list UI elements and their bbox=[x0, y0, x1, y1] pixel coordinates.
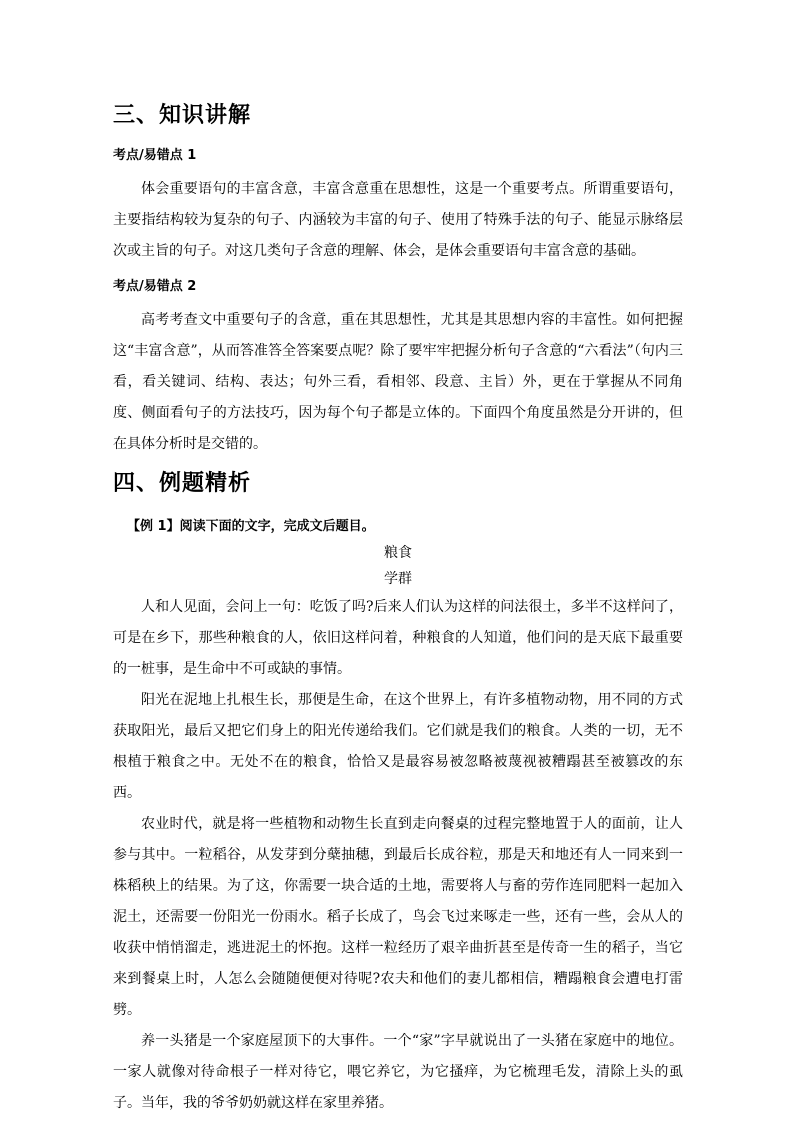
point-heading-1: 考点/易错点 1 bbox=[113, 148, 197, 163]
essay-paragraph-3: 农业时代，就是将一些植物和动物生长直到走向餐桌的过程完整地置于人的面前，让人参与其中。一粒稻谷，从发芽到分蘖抽穗，到最后长成谷粒，那是天和地还有人一同来到一株稻秧上的结果。为了这，你需要一块合适的土地，需要将人与畜的劳作连同肥料一起加入泥土，还需要一份阳光一份雨水。稻子长成了，鸟会飞过来啄走一些，还有一些，会从人的收获中悄悄溜走，逃进泥土的怀抱。这样一粒经历了艰辛曲折甚至是传奇一生的稻子，当它来到餐桌上时，人怎么会随随便便对待呢?农夫和他们的妻儿都相信，糟蹋粮食会遭电打雷劈。 bbox=[113, 816, 683, 1018]
essay-author: 学群 bbox=[384, 571, 412, 587]
section-title-knowledge: 三、知识讲解 bbox=[113, 103, 252, 128]
example-label: 【例 1】阅读下面的文字，完成文后题目。 bbox=[127, 519, 375, 534]
point-paragraph-2: 高考考查文中重要句子的含意，重在其思想性，尤其是其思想内容的丰富性。如何把握这“丰富含意”，从而答准答全答案要点呢？除了要牢牢把握分析句子含意的“六看法”（句内三看，看关键词、结构、表达；句外三看，看相邻、段意、主旨）外，更在于掌握从不同角度、侧面看句子的方法技巧，因为每个句子都是立体的。下面四个角度虽然是分开讲的，但在具体分析时是交错的。 bbox=[113, 312, 683, 452]
essay-paragraph-2: 阳光在泥地上扎根生长，那便是生命，在这个世界上，有许多植物动物，用不同的方式获取阳光，最后又把它们身上的阳光传递给我们。它们就是我们的粮食。人类的一切，无不根植于粮食之中。无处不在的粮食，恰恰又是最容易被忽略被蔑视被糟蹋甚至被篡改的东西。 bbox=[113, 692, 683, 801]
document-content bbox=[113, 100, 683, 1119]
section-title-examples: 四、例题精析 bbox=[113, 471, 252, 496]
essay-paragraph-1: 人和人见面，会问上一句：吃饭了吗?后来人们认为这样的问法很土，多半不这样问了，可是在乡下，那些种粮食的人，依旧这样问着，种粮食的人知道，他们问的是天底下最重要的一桩事，是生命中不可或缺的事情。 bbox=[113, 599, 683, 677]
point-paragraph-1: 体会重要语句的丰富含意，丰富含意重在思想性，这是一个重要考点。所谓重要语句，主要指结构较为复杂的句子、内涵较为丰富的句子、使用了特殊手法的句子、能显示脉络层次或主旨的句子。对这几类句子含意的理解、体会，是体会重要语句丰富含意的基础。 bbox=[113, 181, 683, 259]
essay-paragraph-4: 养一头猪是一个家庭屋顶下的大事件。一个“家”字早就说出了一头猪在家庭中的地位。一家人就像对待命根子一样对待它，喂它养它，为它搔痒，为它梳理毛发，清除上头的虱子。当年，我的爷爷奶奶就这样在家里养猪。 bbox=[113, 1033, 683, 1111]
essay-title: 粮食 bbox=[384, 545, 412, 561]
point-heading-2: 考点/易错点 2 bbox=[113, 279, 197, 294]
